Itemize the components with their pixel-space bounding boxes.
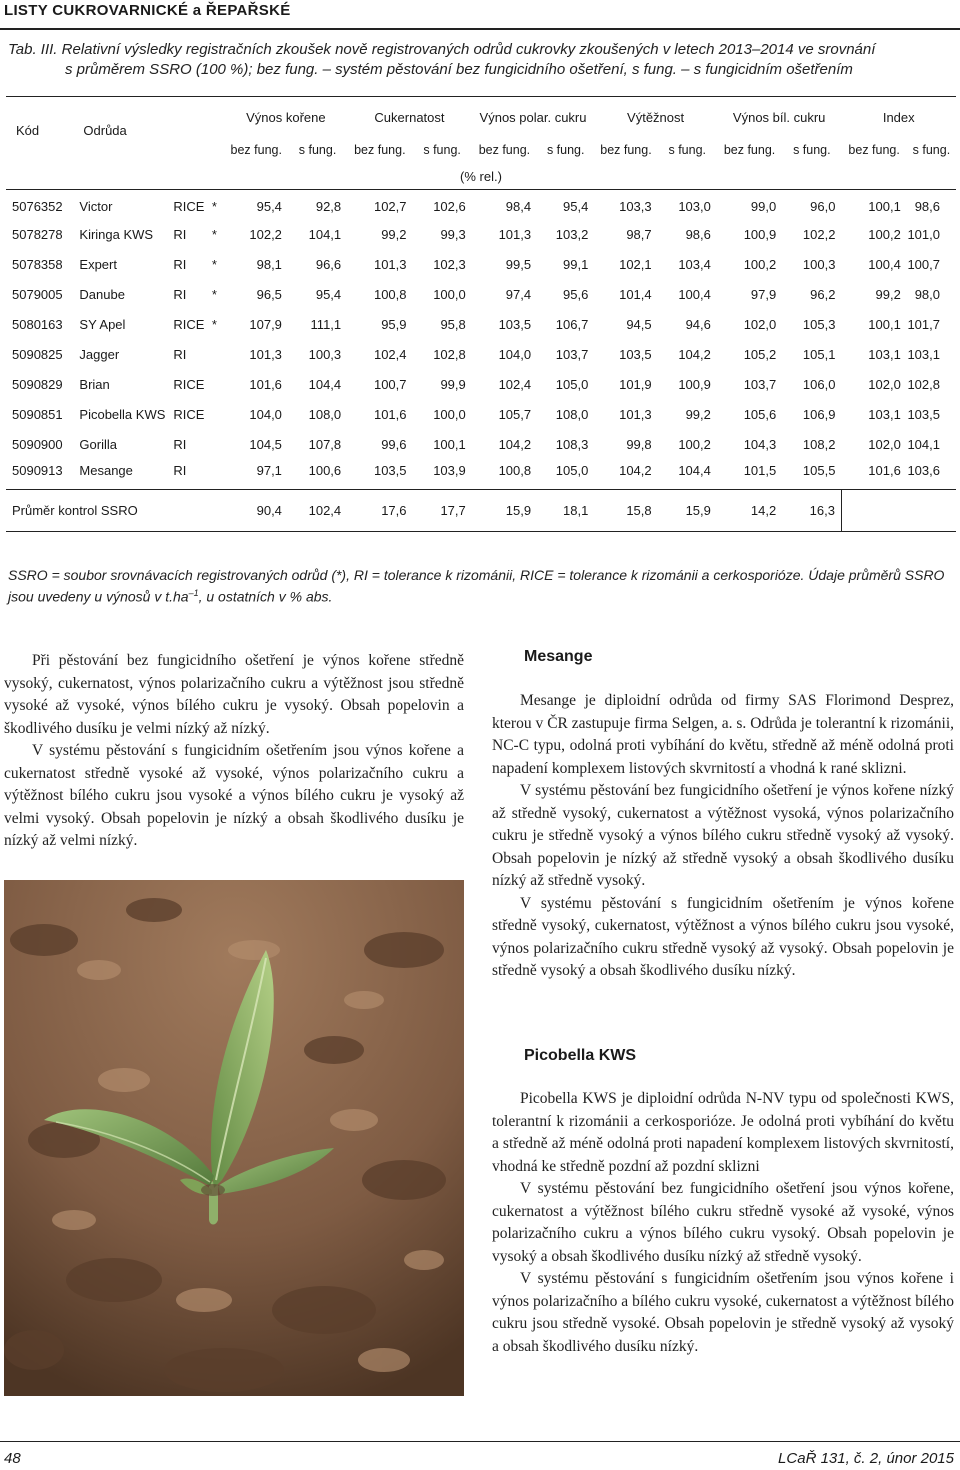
footer-rule <box>0 1441 960 1442</box>
value-cell: 100,0 <box>433 407 466 422</box>
variety-code: 5079005 <box>12 287 63 302</box>
value-cell: 104,5 <box>249 437 282 452</box>
value-cell: 104,0 <box>498 347 532 362</box>
value-cell: 96,5 <box>256 287 282 302</box>
table-row <box>6 460 956 490</box>
value-cell: 101,3 <box>373 257 407 272</box>
resistance-type: RI <box>173 287 187 302</box>
sub-header: bez fung. <box>478 143 531 157</box>
value-cell: 100,8 <box>498 462 532 478</box>
average-row-group <box>6 490 956 532</box>
value-cell: 102,2 <box>802 227 836 242</box>
paragraph: V systému pěstování s fungicidním ošetřením je výnos kořene středně vysoký, cukernatost, výtěžnost a výnos bílého cukru jsou vysoké, výnos polarizačního cukru středně vysoký až vysoký. Obsah popelovin je středně vysoký a obsah škodlivého dusíku nízký. <box>492 894 954 979</box>
value-cell: 103,7 <box>555 347 589 362</box>
group-header: Index <box>882 109 915 125</box>
value-cell: 100,9 <box>678 377 711 392</box>
value-cell: 94,5 <box>626 317 652 332</box>
value-cell: 101,9 <box>619 377 652 392</box>
table-footnote <box>8 566 954 606</box>
variety-code: 5090913 <box>12 462 63 478</box>
value-cell: 102,0 <box>743 317 777 332</box>
sub-header: bez fung. <box>600 143 652 157</box>
value-cell: 96,6 <box>315 257 342 272</box>
odruda-header: Odrůda <box>83 122 127 138</box>
value-cell: 104,2 <box>678 347 711 362</box>
value-cell: 103,5 <box>373 462 407 478</box>
sub-header: bez fung. <box>848 143 900 157</box>
ssro-marker <box>204 430 224 460</box>
value-cell: 108,2 <box>802 437 836 452</box>
value-cell: 101,0 <box>907 227 940 242</box>
value-cell: 103,1 <box>868 347 901 362</box>
value-cell: 103,5 <box>907 407 940 422</box>
sub-header: s fung. <box>298 143 337 157</box>
value-cell: 105,5 <box>802 462 836 478</box>
variety-code: 5090829 <box>12 377 63 392</box>
value-cell: 99,8 <box>626 437 652 452</box>
value-cell: 108,3 <box>555 437 589 452</box>
table-row <box>6 220 956 250</box>
kod-header: Kód <box>16 122 40 138</box>
group-header: Výnos polar. cukru <box>479 109 587 125</box>
value-cell: 99,2 <box>381 227 407 242</box>
value-cell: 102,8 <box>433 347 466 362</box>
variety-name: Mesange <box>79 462 133 478</box>
paragraph: V systému pěstování bez fungicidního ošetření jsou výnos kořene, cukernatost a výtěžnost bílého cukru středně vysoké až vysoké, výnos polarizačního cukru a výnos bílého cukru vysoký. Obsah popelovin je vysoký a obsah škodlivého dusíku nízký až středně vysoký. <box>492 1180 954 1265</box>
value-cell: 104,4 <box>308 377 342 392</box>
resistance-type: RICE <box>173 407 205 422</box>
value-cell: 105,0 <box>555 462 589 478</box>
ssro-marker <box>204 460 224 490</box>
sub-header: s fung. <box>793 143 831 157</box>
table-row <box>6 400 956 430</box>
table-row <box>6 190 956 220</box>
ssro-marker: * <box>211 257 217 272</box>
table-row <box>6 340 956 370</box>
resistance-type: RICE <box>173 199 205 215</box>
variety-code: 5080163 <box>12 317 63 332</box>
value-cell: 92,8 <box>315 199 342 215</box>
value-cell: 100,8 <box>373 287 407 302</box>
value-cell: 102,7 <box>373 199 407 215</box>
average-cell: 15,9 <box>658 490 717 532</box>
value-cell: 103,7 <box>743 377 777 392</box>
journal-citation: LCaŘ 131, č. 2, únor 2015 <box>778 1450 954 1467</box>
sub-header: bez fung. <box>723 143 776 157</box>
resistance-type: RI <box>173 257 187 272</box>
value-cell: 105,6 <box>743 407 777 422</box>
value-cell: 101,6 <box>249 377 282 392</box>
value-cell: 97,4 <box>505 287 532 302</box>
value-cell: 96,0 <box>810 199 836 215</box>
paragraph: V systému pěstování s fungicidním ošetřením jsou výnos kořene a cukernatost středně vysoké až vysoké, výnos polarizačního cukru a výtěžnost bílého cukru jsou vysoké a výnos bílého cukru je vysoký až velmi vysoký. Obsah popelovin je nízký a obsah škodlivého dusíku je nízký až velmi nízký. <box>4 742 464 849</box>
left-column-text <box>4 650 464 853</box>
average-row <box>6 490 956 532</box>
variety-name: Brian <box>79 377 110 392</box>
value-cell: 103,9 <box>433 462 466 478</box>
variety-code: 5078278 <box>12 227 63 242</box>
value-cell: 103,1 <box>868 407 901 422</box>
value-cell: 100,7 <box>907 257 940 272</box>
ssro-marker: * <box>211 227 217 242</box>
resistance-type: RI <box>173 437 187 452</box>
sub-header: s fung. <box>423 143 461 157</box>
table-row <box>6 370 956 400</box>
value-cell: 104,0 <box>249 407 282 422</box>
value-cell: 100,4 <box>868 257 901 272</box>
variety-name: Jagger <box>79 347 120 362</box>
group-header: Cukernatost <box>374 109 445 125</box>
caption-line-2: s průměrem SSRO (100 %); bez fung. – systém pěstování bez fungicidního ošetření, s fung. – s fungicidním ošetřením <box>65 61 853 78</box>
value-cell: 99,5 <box>505 257 532 272</box>
results-table <box>6 96 956 532</box>
sub-header: bez fung. <box>354 143 406 157</box>
value-cell: 103,4 <box>678 257 711 272</box>
value-cell: 98,7 <box>626 227 652 242</box>
value-cell: 103,0 <box>678 199 711 215</box>
variety-name: Expert <box>79 257 117 272</box>
average-cell: 14,2 <box>717 490 782 532</box>
variety-code: 5076352 <box>12 199 63 215</box>
sub-header: s fung. <box>546 143 585 157</box>
table-row <box>6 310 956 340</box>
caption-line-1: Tab. III. Relativní výsledky registračních zkoušek nově registrovaných odrůd cukrovky zkoušených v letech 2013–2014 ve srovnání <box>8 41 876 58</box>
value-cell: 104,1 <box>308 227 342 242</box>
value-cell: 100,7 <box>373 377 407 392</box>
resistance-type: RICE <box>173 317 205 332</box>
running-header <box>0 0 960 30</box>
value-cell: 97,1 <box>256 462 282 478</box>
variety-name: Kiringa KWS <box>79 227 154 242</box>
value-cell: 100,6 <box>308 462 342 478</box>
value-cell: 101,5 <box>743 462 777 478</box>
footnote-text: SSRO = soubor srovnávacích registrovaných odrůd (*), RI = tolerance k rizománii, RICE = tolerance k rizománii a cerkosporióze. Údaje průměrů SSRO jsou uvedeny u výnosů v t.ha <box>8 567 945 605</box>
mesange-heading: Mesange <box>524 648 593 665</box>
variety-code: 5090900 <box>12 437 63 452</box>
value-cell: 101,4 <box>619 287 652 302</box>
value-cell: 98,4 <box>505 199 532 215</box>
resistance-type: RI <box>173 462 187 478</box>
group-header: Výnos bíl. cukru <box>732 109 826 125</box>
value-cell: 104,1 <box>907 437 940 452</box>
average-cell: 15,8 <box>594 490 657 532</box>
value-cell: 103,1 <box>907 347 940 362</box>
ssro-marker <box>204 370 224 400</box>
value-cell: 103,6 <box>907 462 940 478</box>
average-cell: 18,1 <box>537 490 594 532</box>
value-cell: 99,1 <box>563 257 589 272</box>
ssro-marker <box>204 400 224 430</box>
value-cell: 105,2 <box>743 347 777 362</box>
value-cell: 101,3 <box>619 407 652 422</box>
value-cell: 103,5 <box>619 347 652 362</box>
value-cell: 102,1 <box>619 257 652 272</box>
value-cell: 101,3 <box>498 227 532 242</box>
value-cell: 100,1 <box>868 199 901 215</box>
sugar-beet-seedling-photo <box>4 880 464 1396</box>
value-cell: 105,1 <box>802 347 836 362</box>
value-cell: 101,7 <box>907 317 940 332</box>
variety-code: 5078358 <box>12 257 63 272</box>
value-cell: 100,2 <box>743 257 777 272</box>
variety-name: Picobella KWS <box>79 407 166 422</box>
unit-label: (% rel.) <box>6 163 956 190</box>
value-cell: 100,4 <box>678 287 711 302</box>
value-cell: 108,0 <box>308 407 342 422</box>
resistance-type: RI <box>173 347 187 362</box>
mesange-text <box>492 690 954 983</box>
value-cell: 107,8 <box>308 437 342 452</box>
value-cell: 105,0 <box>555 377 589 392</box>
value-cell: 106,9 <box>802 407 836 422</box>
value-cell: 100,3 <box>308 347 342 362</box>
variety-name: Danube <box>79 287 125 302</box>
value-cell: 99,0 <box>750 199 777 215</box>
average-empty-cell <box>841 490 956 532</box>
value-cell: 102,4 <box>373 347 407 362</box>
value-cell: 105,7 <box>498 407 532 422</box>
value-cell: 102,8 <box>907 377 940 392</box>
value-cell: 99,6 <box>381 437 407 452</box>
average-cell: 15,9 <box>472 490 537 532</box>
value-cell: 98,0 <box>914 287 940 302</box>
value-cell: 99,9 <box>440 377 466 392</box>
value-cell: 100,3 <box>802 257 836 272</box>
value-cell: 95,6 <box>563 287 589 302</box>
variety-name: SY Apel <box>79 317 126 332</box>
ssro-marker: * <box>211 287 217 302</box>
variety-code: 5090825 <box>12 347 63 362</box>
value-cell: 100,2 <box>678 437 711 452</box>
value-cell: 103,2 <box>555 227 589 242</box>
value-cell: 95,4 <box>563 199 589 215</box>
value-cell: 104,2 <box>619 462 652 478</box>
value-cell: 108,0 <box>555 407 589 422</box>
value-cell: 97,9 <box>750 287 777 302</box>
value-cell: 100,2 <box>868 227 901 242</box>
picobella-heading: Picobella KWS <box>524 1047 637 1064</box>
variety-name: Gorilla <box>79 437 117 452</box>
group-header-row <box>6 97 956 138</box>
value-cell: 103,3 <box>619 199 652 215</box>
table-row <box>6 250 956 280</box>
resistance-type: RI <box>173 227 187 242</box>
table-body <box>6 190 956 490</box>
value-cell: 104,3 <box>743 437 777 452</box>
page-number: 48 <box>4 1450 21 1467</box>
paragraph: V systému pěstování bez fungicidního ošetření je výnos kořene nízký až středně vysoký, cukernatost a výtěžnost vysoká, výnos polarizačního cukru je středně vysoký a výnos bílého cukru středně vysoký až vysoký. Obsah popelovin je nízký až středně vysoký a obsah škodlivého dusíku nízký až středně vysoký. <box>492 782 954 889</box>
variety-name: Victor <box>79 199 113 215</box>
average-cell: 17,7 <box>413 490 472 532</box>
table-row <box>6 280 956 310</box>
value-cell: 95,4 <box>315 287 342 302</box>
value-cell: 102,0 <box>868 377 901 392</box>
table-caption <box>8 40 954 80</box>
paragraph: Při pěstování bez fungicidního ošetření je výnos kořene středně vysoký, cukernatost, výnos polarizačního cukru a výtěžnost jsou středně vysoké až vysoké, výnos bílého cukru je vysoký. Obsah popelovin a škodlivého dusíku je velmi nízký až nízký. <box>4 652 464 737</box>
value-cell: 95,9 <box>381 317 407 332</box>
paragraph: Mesange je diploidní odrůda od firmy SAS Florimond Desprez, kterou v ČR zastupuje firma Selgen, a. s. Odrůda je tolerantní k rizománii, NC-C typu, odolná proti vybíhání do květu, středně až méně odolná proti napadení komplexem listových skvrnitostí a vhodná k rané sklizni. <box>492 692 954 777</box>
value-cell: 102,6 <box>433 199 466 215</box>
value-cell: 104,2 <box>498 437 532 452</box>
paragraph: V systému pěstování s fungicidním ošetřením jsou výnos kořene i výnos polarizačního a bílého cukru vysoké, cukernatost a výtěžnost bílého cukru jsou středně vysoké. Obsah popelovin je středně vysoký až vysoký a obsah škodlivého dusíku nízký. <box>492 1270 954 1355</box>
value-cell: 95,4 <box>256 199 282 215</box>
group-header: Výtěžnost <box>627 109 685 125</box>
value-cell: 99,2 <box>685 407 711 422</box>
value-cell: 106,7 <box>555 317 589 332</box>
ssro-marker: * <box>211 199 217 215</box>
value-cell: 101,6 <box>373 407 407 422</box>
value-cell: 100,0 <box>433 287 466 302</box>
average-label: Průměr kontrol SSRO <box>6 490 225 532</box>
picobella-text <box>492 1088 954 1358</box>
average-cell: 90,4 <box>225 490 288 532</box>
ssro-marker: * <box>211 317 217 332</box>
value-cell: 105,3 <box>802 317 836 332</box>
value-cell: 100,1 <box>433 437 466 452</box>
footnote-text-end: , u ostatních v % abs. <box>198 588 333 605</box>
value-cell: 94,6 <box>685 317 711 332</box>
value-cell: 96,2 <box>810 287 836 302</box>
value-cell: 100,9 <box>743 227 777 242</box>
value-cell: 99,3 <box>440 227 466 242</box>
value-cell: 98,6 <box>914 199 940 215</box>
value-cell: 100,1 <box>868 317 901 332</box>
footnote-superscript: –1 <box>188 588 199 598</box>
value-cell: 101,6 <box>868 462 901 478</box>
value-cell: 104,4 <box>678 462 711 478</box>
value-cell: 95,8 <box>440 317 466 332</box>
average-cell: 17,6 <box>347 490 412 532</box>
journal-title: LISTY CUKROVARNICKÉ a ŘEPAŘSKÉ <box>4 2 291 19</box>
value-cell: 107,9 <box>249 317 282 332</box>
value-cell: 111,1 <box>310 317 342 332</box>
resistance-type: RICE <box>173 377 205 392</box>
value-cell: 102,0 <box>868 437 901 452</box>
value-cell: 103,5 <box>498 317 532 332</box>
value-cell: 102,2 <box>249 227 282 242</box>
value-cell: 106,0 <box>802 377 836 392</box>
unit-row <box>6 163 956 190</box>
sub-header: s fung. <box>668 143 707 157</box>
group-header: Výnos kořene <box>246 109 326 125</box>
value-cell: 102,4 <box>498 377 532 392</box>
value-cell: 101,3 <box>249 347 282 362</box>
value-cell: 102,3 <box>433 257 466 272</box>
table-row <box>6 430 956 460</box>
average-cell: 102,4 <box>288 490 347 532</box>
value-cell: 99,2 <box>875 287 901 302</box>
ssro-marker <box>204 340 224 370</box>
value-cell: 98,1 <box>256 257 282 272</box>
sub-header: s fung. <box>912 143 951 157</box>
average-cell: 16,3 <box>782 490 841 532</box>
value-cell: 98,6 <box>685 227 711 242</box>
paragraph: Picobella KWS je diploidní odrůda N-NV typu od společnosti KWS, tolerantní k rizománii a cerkosporióze. Je odolná proti vybíhání do květu a středně až méně odolná proti napadení komplexem listových skvrnitostí, vhodná ke středně pozdní až pozdní sklizni <box>492 1090 954 1175</box>
sub-header: bez fung. <box>230 143 282 157</box>
variety-code: 5090851 <box>12 407 63 422</box>
